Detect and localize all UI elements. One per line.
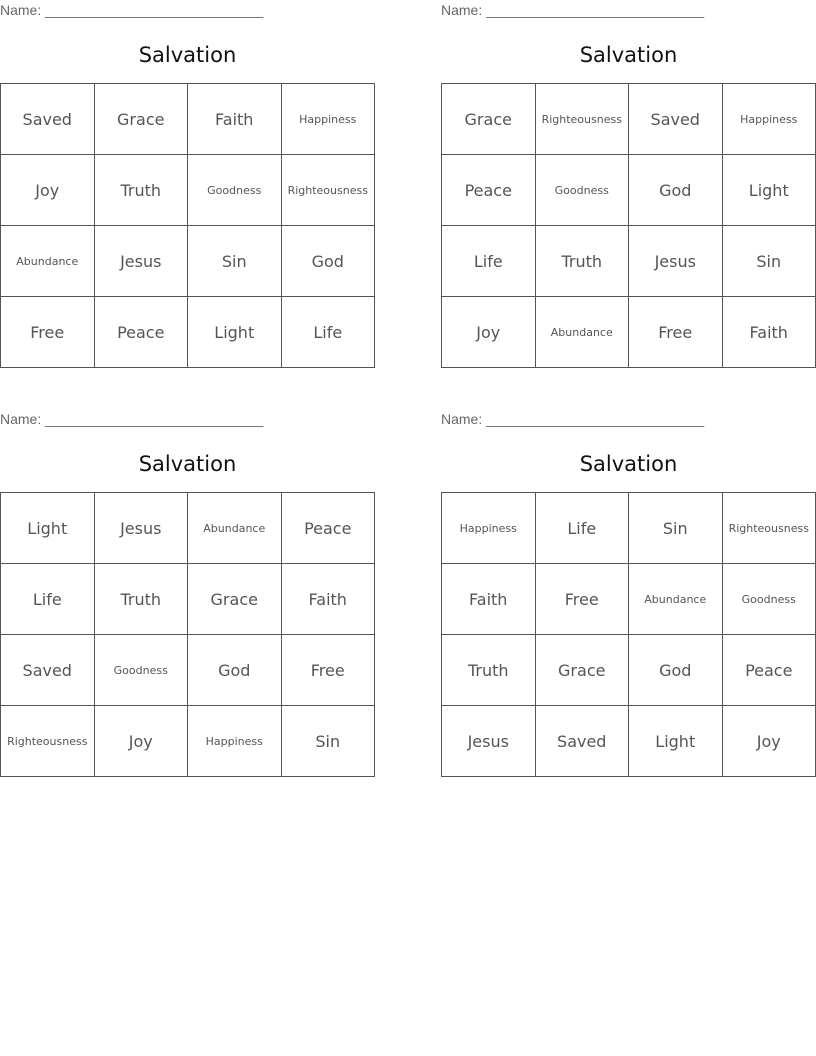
grid-cell: Life xyxy=(535,493,629,564)
grid-cell: Goodness xyxy=(722,564,816,635)
grid-cell: Joy xyxy=(442,297,536,368)
grid-cell: Saved xyxy=(1,84,95,155)
grid-cell: Truth xyxy=(535,226,629,297)
grid-cell: Life xyxy=(1,564,95,635)
grid-cell: Free xyxy=(535,564,629,635)
grid-row xyxy=(1,564,375,635)
bingo-grid xyxy=(441,492,816,777)
grid-cell: God xyxy=(188,635,282,706)
grid-cell: Grace xyxy=(188,564,282,635)
grid-cell: Peace xyxy=(281,493,375,564)
grid-cell: Free xyxy=(281,635,375,706)
card-title: Salvation xyxy=(579,452,678,476)
bingo-card-1 xyxy=(0,0,375,375)
grid-cell: Free xyxy=(629,297,723,368)
grid-cell: Peace xyxy=(722,635,816,706)
grid-row xyxy=(442,635,816,706)
grid-row xyxy=(442,493,816,564)
grid-cell: Truth xyxy=(94,155,188,226)
grid-cell: Goodness xyxy=(94,635,188,706)
grid-cell: Grace xyxy=(94,84,188,155)
name-field[interactable]: Name: ____________________________ xyxy=(441,411,705,427)
grid-cell: Sin xyxy=(188,226,282,297)
grid-row xyxy=(442,155,816,226)
grid-cell: Truth xyxy=(94,564,188,635)
grid-row xyxy=(442,226,816,297)
grid-cell: Peace xyxy=(442,155,536,226)
grid-cell: Joy xyxy=(722,706,816,777)
grid-cell: Jesus xyxy=(442,706,536,777)
grid-cell: Sin xyxy=(629,493,723,564)
grid-cell: Happiness xyxy=(188,706,282,777)
card-title: Salvation xyxy=(138,43,237,67)
grid-cell: Light xyxy=(629,706,723,777)
grid-cell: God xyxy=(629,155,723,226)
grid-cell: Light xyxy=(1,493,95,564)
grid-cell: Happiness xyxy=(281,84,375,155)
grid-row xyxy=(1,297,375,368)
grid-cell: Saved xyxy=(1,635,95,706)
grid-cell: Goodness xyxy=(188,155,282,226)
grid-cell: Jesus xyxy=(94,226,188,297)
grid-cell: Goodness xyxy=(535,155,629,226)
grid-row xyxy=(1,155,375,226)
grid-row xyxy=(1,84,375,155)
grid-cell: God xyxy=(629,635,723,706)
grid-row xyxy=(442,84,816,155)
grid-cell: Faith xyxy=(442,564,536,635)
grid-cell: Saved xyxy=(629,84,723,155)
grid-cell: Abundance xyxy=(1,226,95,297)
bingo-grid xyxy=(0,83,375,368)
grid-row xyxy=(1,706,375,777)
grid-cell: Saved xyxy=(535,706,629,777)
grid-cell: Happiness xyxy=(722,84,816,155)
grid-cell: Abundance xyxy=(629,564,723,635)
grid-cell: Truth xyxy=(442,635,536,706)
grid-cell: Faith xyxy=(188,84,282,155)
grid-cell: Faith xyxy=(722,297,816,368)
grid-cell: Abundance xyxy=(535,297,629,368)
grid-cell: Peace xyxy=(94,297,188,368)
grid-cell: Jesus xyxy=(629,226,723,297)
grid-cell: Free xyxy=(1,297,95,368)
grid-cell: Righteousness xyxy=(722,493,816,564)
grid-cell: Grace xyxy=(535,635,629,706)
bingo-grid xyxy=(0,492,375,777)
grid-row xyxy=(1,635,375,706)
grid-row xyxy=(1,493,375,564)
grid-cell: Joy xyxy=(94,706,188,777)
grid-cell: God xyxy=(281,226,375,297)
card-title: Salvation xyxy=(138,452,237,476)
grid-cell: Light xyxy=(188,297,282,368)
grid-cell: Righteousness xyxy=(535,84,629,155)
grid-cell: Light xyxy=(722,155,816,226)
grid-cell: Sin xyxy=(722,226,816,297)
bingo-card-2 xyxy=(441,0,816,375)
grid-cell: Faith xyxy=(281,564,375,635)
grid-row xyxy=(442,706,816,777)
grid-cell: Righteousness xyxy=(1,706,95,777)
grid-cell: Life xyxy=(281,297,375,368)
name-field[interactable]: Name: ____________________________ xyxy=(0,2,264,18)
grid-cell: Life xyxy=(442,226,536,297)
grid-cell: Joy xyxy=(1,155,95,226)
grid-cell: Jesus xyxy=(94,493,188,564)
grid-cell: Sin xyxy=(281,706,375,777)
grid-row xyxy=(442,297,816,368)
bingo-card-4 xyxy=(441,409,816,784)
grid-cell: Grace xyxy=(442,84,536,155)
grid-cell: Abundance xyxy=(188,493,282,564)
name-field[interactable]: Name: ____________________________ xyxy=(0,411,264,427)
grid-cell: Righteousness xyxy=(281,155,375,226)
grid-row xyxy=(1,226,375,297)
bingo-grid xyxy=(441,83,816,368)
name-field[interactable]: Name: ____________________________ xyxy=(441,2,705,18)
bingo-card-3 xyxy=(0,409,375,784)
card-title: Salvation xyxy=(579,43,678,67)
grid-cell: Happiness xyxy=(442,493,536,564)
grid-row xyxy=(442,564,816,635)
